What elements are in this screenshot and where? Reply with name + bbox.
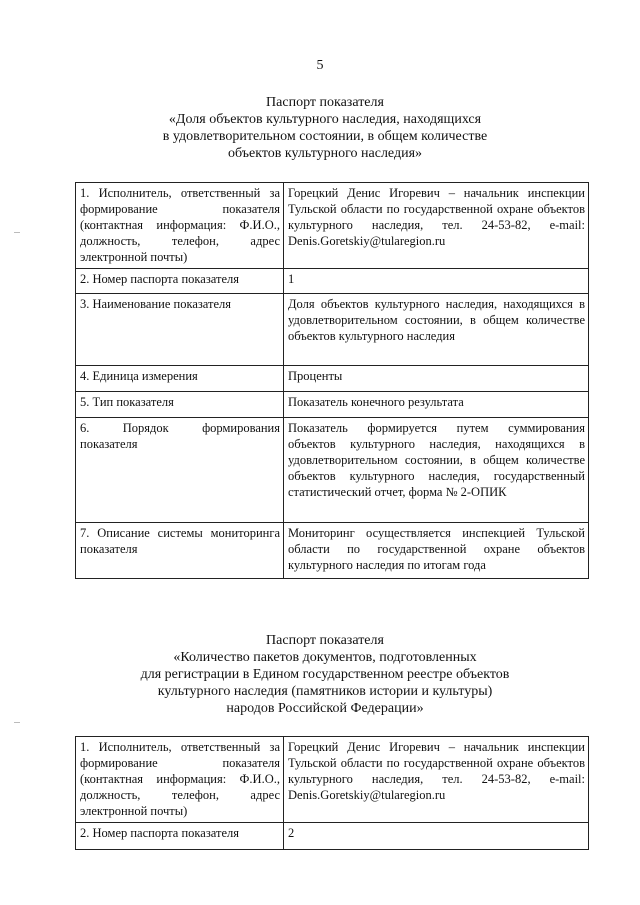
row-label: 1. Исполнитель, ответственный за формирование показателя (контактная информация: Ф.И.О., должность, телефон, адрес электронной почты) [76, 183, 284, 269]
row-value: 1 [284, 269, 589, 294]
table-row [76, 366, 589, 392]
table-row [76, 418, 589, 523]
row-value: Доля объектов культурного наследия, находящихся в удовлетворительном состоянии, в общем количестве объектов культурного наследия [284, 294, 589, 366]
passport-table-1 [75, 182, 589, 579]
table-row [76, 523, 589, 579]
row-label: 4. Единица измерения [76, 366, 284, 392]
table-row [76, 294, 589, 366]
row-label: 5. Тип показателя [76, 392, 284, 418]
passport-heading-2 [60, 632, 590, 717]
row-value: Показатель формируется путем суммирования объектов культурного наследия, находящихся в удовлетворительном состоянии, в общем количестве объектов культурного наследия, государственный статистический отчет, форма № 2-ОПИК [284, 418, 589, 523]
row-label: 7. Описание системы мониторинга показателя [76, 523, 284, 579]
table-row [76, 823, 589, 850]
passport-subtitle-line: для регистрации в Едином государственном реестре объектов [140, 667, 510, 682]
row-label: 3. Наименование показателя [76, 294, 284, 366]
table-row [76, 183, 589, 269]
row-value: Показатель конечного результата [284, 392, 589, 418]
row-label: 6. Порядок формирования показателя [76, 418, 284, 523]
scan-mark [14, 232, 20, 233]
row-label: 1. Исполнитель, ответственный за формирование показателя (контактная информация: Ф.И.О., должность, телефон, адрес электронной почты) [76, 737, 284, 823]
table-row [76, 392, 589, 418]
passport-title: Паспорт показателя [266, 95, 384, 110]
passport-subtitle-line: культурного наследия (памятников истории и культуры) [157, 684, 493, 699]
passport-table-2 [75, 736, 589, 850]
table-row [76, 737, 589, 823]
row-label: 2. Номер паспорта показателя [76, 823, 284, 850]
row-value: 2 [284, 823, 589, 850]
row-label: 2. Номер паспорта показателя [76, 269, 284, 294]
page-number: 5 [316, 58, 324, 73]
row-value: Горецкий Денис Игоревич – начальник инспекции Тульской области по государственной охране объектов культурного наследия, тел. 24-53-82, e-mail: Denis.Goretskiy@tularegion.ru [284, 737, 589, 823]
passport-subtitle-line: народов Российской Федерации» [226, 701, 424, 716]
table-row [76, 269, 589, 294]
passport-subtitle-line: «Количество пакетов документов, подготовленных [173, 650, 477, 665]
scan-mark [14, 722, 20, 723]
row-value: Мониторинг осуществляется инспекцией Тульской области по государственной охране объектов культурного наследия по итогам года [284, 523, 589, 579]
passport-subtitle-line: «Доля объектов культурного наследия, находящихся [168, 112, 482, 127]
row-value: Проценты [284, 366, 589, 392]
passport-subtitle-line: в удовлетворительном состоянии, в общем количестве [162, 129, 488, 144]
passport-heading-1 [60, 94, 590, 162]
passport-title: Паспорт показателя [266, 633, 384, 648]
row-value: Горецкий Денис Игоревич – начальник инспекции Тульской области по государственной охране объектов культурного наследия, тел. 24-53-82, e-mail: Denis.Goretskiy@tularegion.ru [284, 183, 589, 269]
passport-subtitle-line: объектов культурного наследия» [227, 146, 423, 161]
